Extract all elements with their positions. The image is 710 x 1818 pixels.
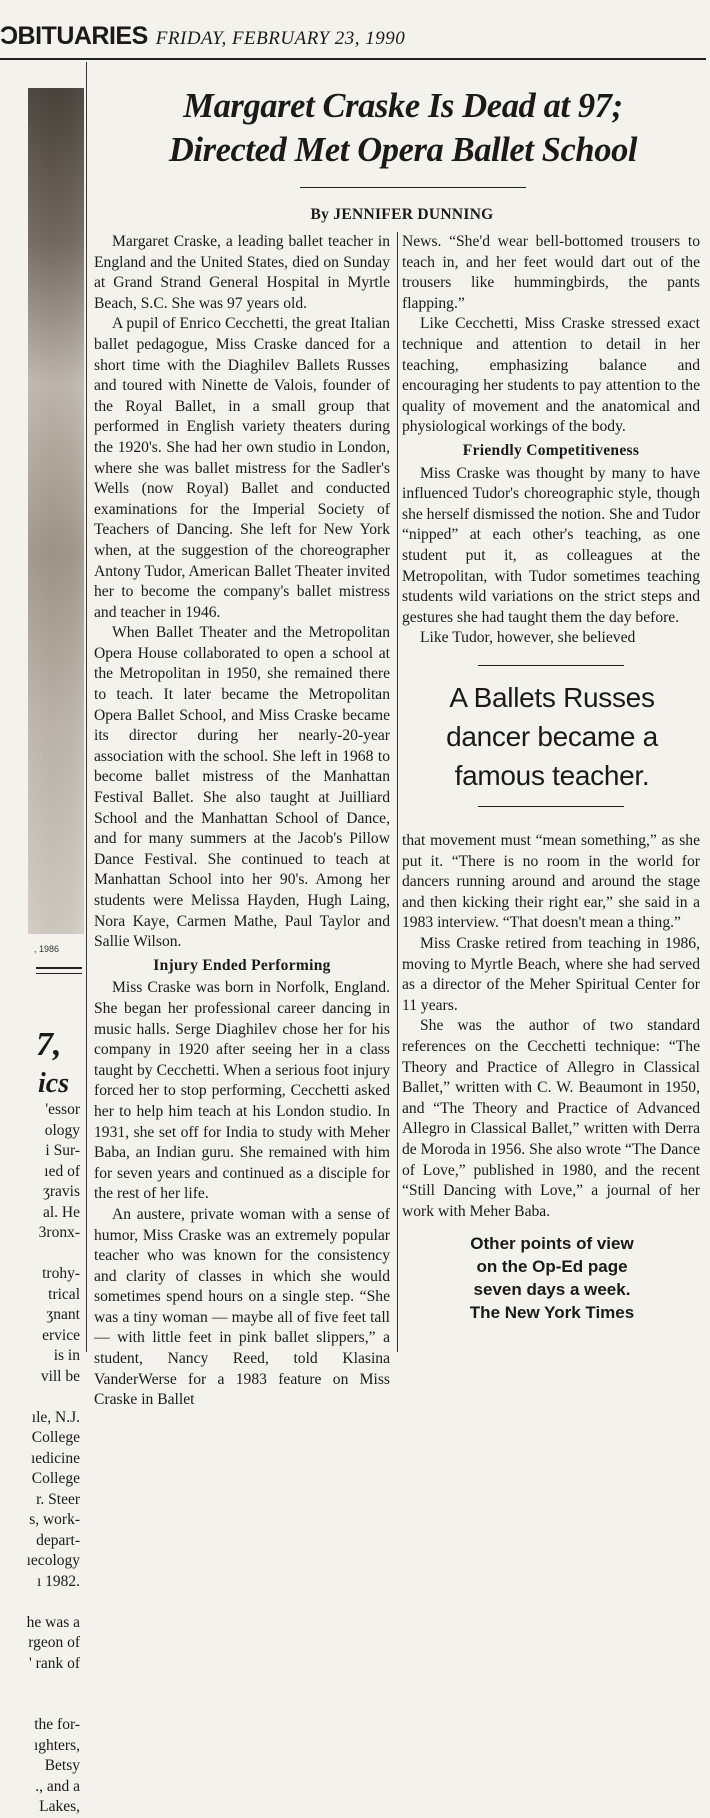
fragment-line: rgeon of: [28, 1634, 80, 1651]
column-divider: [397, 232, 398, 1352]
fragment-line: ıle, N.J.: [31, 1408, 80, 1426]
fragment-line: 'essor: [45, 1101, 80, 1118]
fragment-line: is in: [53, 1347, 80, 1364]
fragment-line: 3ronx-: [38, 1224, 80, 1241]
fragment-line: ıed of: [44, 1162, 80, 1180]
fragment-line: r. Steer: [36, 1490, 80, 1508]
fragment-line: ʒravis: [42, 1183, 80, 1200]
fragment-line: ' rank of: [29, 1654, 80, 1672]
paragraph: When Ballet Theater and the Metropolitan Opera House collaborated to open a school at the Metropolitan in 1950, she remained there to teach. It later became the Metropolitan Opera Ballet School, and Miss Craske became its director during her nearly-20-year association with the school. She left in 1968 to become ballet mistress of the Manhattan Festival Ballet. She also taught at Juilliard School and the Manhattan School of Dance, and for many summers at the Jacob's Pillow Dance Festival. She continued to teach at Manhattan School into her 90's. Among her students were Melissa Hayden, Hugh Laing, Nora Kaye, Carmen Mathe, Paul Taylor and Sallie Wilson.: [94, 624, 390, 951]
fragment-line: he was a: [26, 1613, 80, 1631]
op-ed-promo: [404, 1232, 700, 1324]
pull-quote-rule: [478, 806, 624, 807]
paragraph: A pupil of Enrico Cecchetti, the great Italian ballet pedagogue, Miss Craske danced for a short time with the Diaghilev Ballets Russes and toured with Ninette de Valois, founder of the Royal Ballet, in a small group that performed in English variety theaters during the 1920's. She had her own studio in London, where she was ballet mistress for the Sadler's Wells (now Royal) Ballet and conducted examinations for the Imperial Society of Teachers of Dancing. She left for New York when, at the suggestion of the choreographer Antony Tudor, American Ballet Theater invited her to become the company's ballet mistress and teacher in 1946.: [94, 315, 390, 621]
paragraph: that movement must “mean something,” as she put it. “There is no room in the world for dancers running around and around the stage and then kicking their right ear,” she said in a 1983 interview. “That doesn't mean a thing.”: [402, 832, 700, 932]
fragment-line: ology: [44, 1121, 80, 1139]
article-column-2-bottom: [402, 831, 700, 1222]
article-column-1: [94, 232, 390, 1411]
headline-line: Margaret Craske Is Dead at 97;: [183, 87, 623, 125]
promo-line: seven days a week.: [473, 1280, 631, 1299]
fragment-line: ı 1982.: [36, 1572, 80, 1590]
fragment-line: trical: [48, 1285, 80, 1303]
headline: [100, 84, 706, 172]
paragraph: Miss Craske was thought by many to have influenced Tudor's choreographic style, though she herself dismissed the notion. She and Tudor “nipped” at each other's teaching, as one student put it, as colleagues at the Metropolitan, with Tudor sometimes teaching students wild variations on the strict steps and gestures she had taught them the day before.: [402, 464, 701, 626]
fragment-line: ., and a: [35, 1777, 80, 1795]
paragraph: Miss Craske was born in Norfolk, England. She began her professional career dancing in music halls. Serge Diaghilev chose her for his company in 1920 after seeing her in a class taught by Cecchetti. When a serious foot injury forced her to stop performing, Cecchetti asked her to help him teach at his London studio. In 1931, she set off for India to study with Meher Baba, an Indian guru. She remained with him for seven years and continued as a disciple for the rest of her life.: [94, 979, 390, 1203]
paragraph: She was the author of two standard references on the Cecchetti technique: “The Theory and Practice of Allegro in Classical Ballet,” written with C. W. Beaumont in 1950, and “The Theory and Practice of Advanced Allegro in Classical Ballet,” written with Derra de Moroda in 1956. She also wrote “The Dance of Love,” published in 1980, and the recent “Still Dancing with Love,” a journal of her work with Meher Baba.: [402, 1017, 700, 1220]
paragraph: Margaret Craske, a leading ballet teacher in England and the United States, died on Sunday at Grand Strand General Hospital in Myrtle Beach, S.C. She was 97 years old.: [94, 233, 390, 312]
fragment-line: Lakes,: [39, 1798, 80, 1815]
paragraph: Miss Craske retired from teaching in 1986, moving to Myrtle Beach, where she had served as a director of the Meher Spiritual Center for 11 years.: [402, 934, 700, 1014]
promo-line: The New York Times: [469, 1303, 635, 1322]
column-divider: [86, 62, 87, 1352]
promo-line: on the Op-Ed page: [476, 1257, 628, 1276]
fragment-line: ıedicine: [30, 1449, 80, 1467]
article-column-2-top: [402, 232, 700, 649]
portrait-photo-fragment: [28, 88, 84, 934]
headline-rule: [300, 187, 526, 188]
fragment-line: College: [31, 1429, 80, 1446]
subheading: Friendly Competitiveness: [462, 441, 640, 459]
fragment-line: College: [31, 1470, 80, 1487]
paragraph: Like Tudor, however, she believed: [420, 629, 636, 647]
fragment-line: ʒnant: [46, 1306, 80, 1323]
pull-quote: A Ballets Russes dancer became a famous teacher.: [446, 682, 658, 791]
section-rule: [36, 967, 82, 974]
pull-quote-rule: [478, 665, 624, 666]
fragment-line: ervice: [42, 1326, 80, 1344]
fragment-line: depart-: [36, 1531, 80, 1549]
fragment-line: the for-: [34, 1716, 80, 1733]
issue-date: FRIDAY, FEBRUARY 23, 1990: [155, 28, 406, 49]
paragraph: Like Cecchetti, Miss Craske stressed exact technique and attention to detail in her teaching, emphasizing balance and encouraging her students to pay attention to the quality of movement and the anatomical and physiological workings of the body.: [402, 315, 700, 436]
fragment-line: al. He: [42, 1203, 80, 1221]
headline-line: Directed Met Opera Ballet School: [168, 131, 638, 169]
section-name: ƆBITUARIES: [0, 22, 148, 50]
fragment-line: ıghters,: [33, 1736, 80, 1754]
fragment-line: i Sur-: [45, 1142, 80, 1159]
paragraph: An austere, private woman with a sense of humor, Miss Craske was an extremely popular teacher who was known for the consistency and clarity of classes in which she would sometimes spend hours on a single step. “She was a tiny woman — maybe all of five feet tall — with little feet in pink ballet slippers,” a student, Nancy Reed, told Klasina VanderWerse for a 1983 feature on Miss Craske in Ballet: [94, 1205, 390, 1409]
photo-credit: , 1986: [34, 944, 60, 954]
fragment-line: Betsy: [44, 1757, 80, 1774]
neighbor-headline-fragment: 7,: [36, 1026, 62, 1063]
paragraph: News. “She'd wear bell-bottomed trousers to teach in, and her feet would dart out of the trousers like hummingbirds, the pants flapping.”: [402, 233, 700, 312]
fragment-line: ıecology: [26, 1552, 80, 1569]
fragment-line: trohy-: [42, 1265, 80, 1282]
fragment-line: vill be: [40, 1367, 80, 1385]
promo-line: Other points of view: [470, 1234, 634, 1253]
subheading: Injury Ended Performing: [153, 956, 331, 974]
masthead: [0, 22, 700, 54]
byline: By JENNIFER DUNNING: [310, 206, 494, 223]
neighbor-headline-fragment: ics: [38, 1068, 70, 1099]
fragment-line: s, work-: [29, 1511, 80, 1528]
masthead-rule: [0, 58, 706, 60]
